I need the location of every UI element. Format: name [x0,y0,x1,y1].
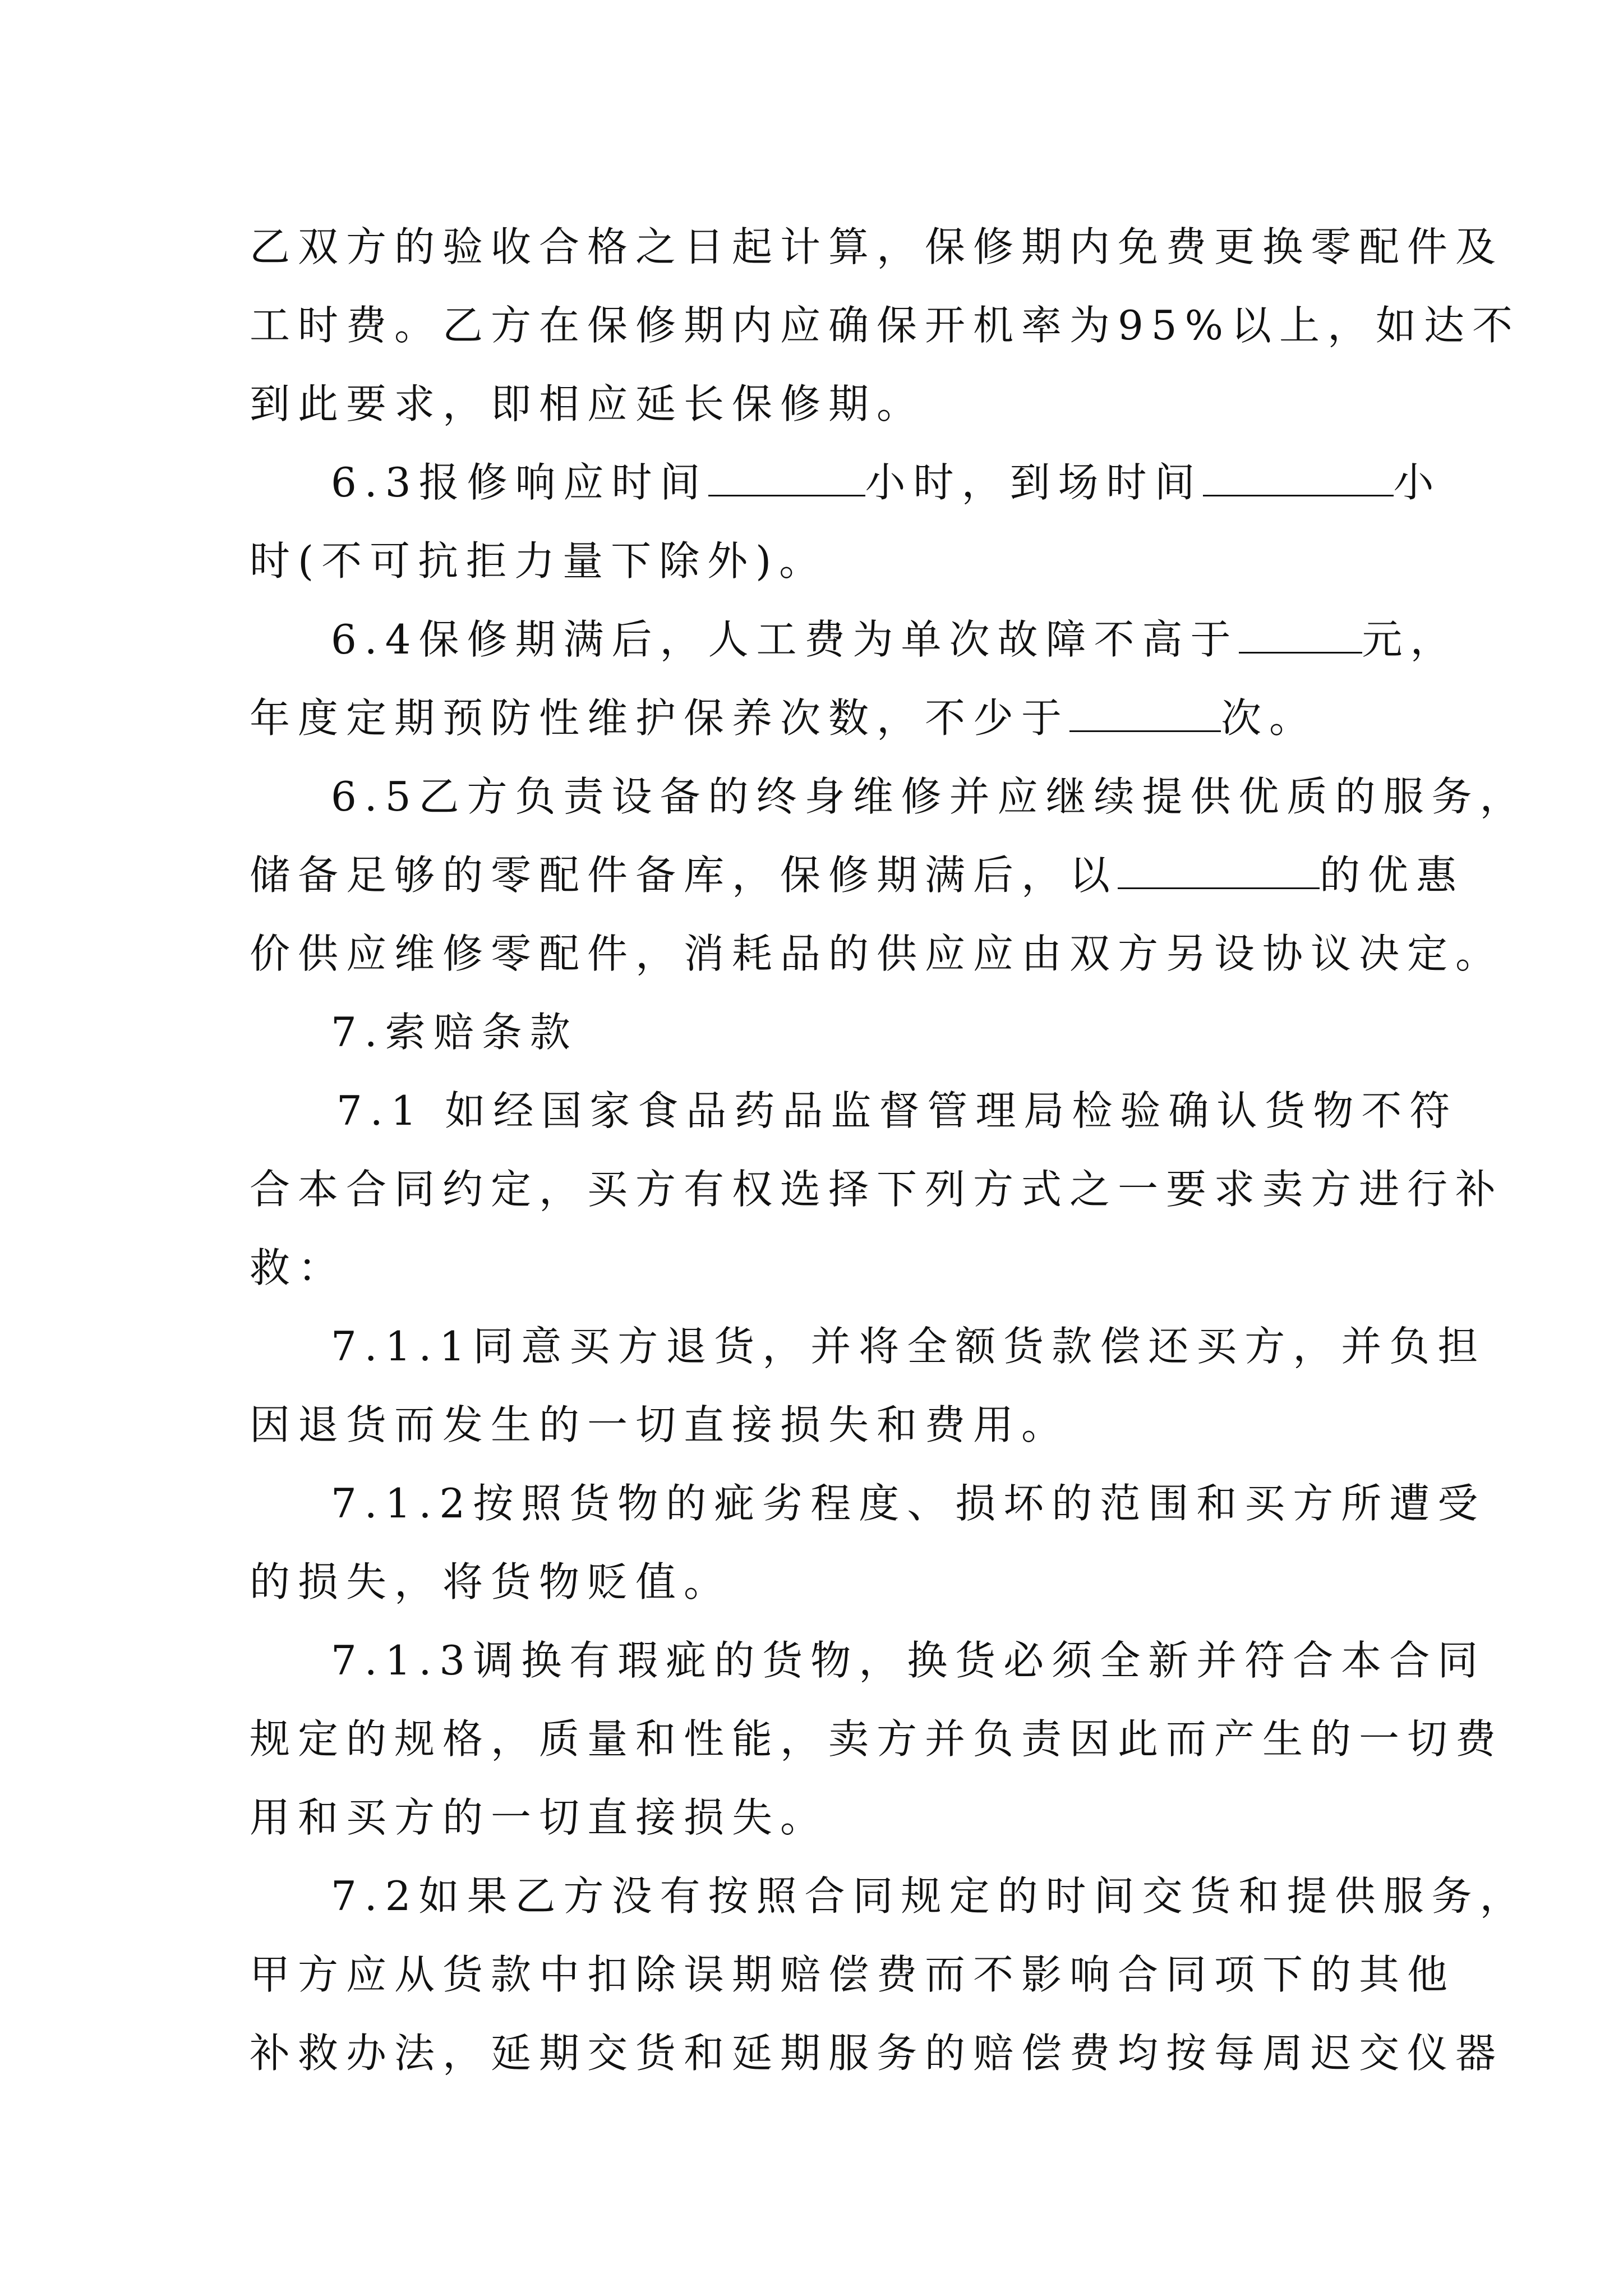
line-text: 的优惠 [1320,852,1465,899]
line-text: 价供应维修零配件，消耗品的供应应由双方另设协议决定。 [250,930,1504,977]
line-text: 到此要求，即相应延长保修期。 [250,380,925,427]
text-line [331,1868,1528,1924]
line-text: 小时，到场时间 [865,459,1203,506]
line-text: 7.1.1同意买方退货，并将全额货款偿还买方，并负担 [331,1323,1486,1370]
text-line [250,1947,1455,2003]
text-line [250,1397,1069,1453]
text-line [250,926,1504,982]
blank-field-maintenance-count[interactable] [1069,696,1221,732]
line-text: 6.4保修期满后，人工费为单次故障不高于 [331,616,1239,663]
text-line [250,847,1464,903]
blank-field-arrival-hours[interactable] [1203,460,1394,496]
line-text: 补救办法，延期交货和延期服务的赔偿费均按每周迟交仪器 [250,2030,1504,2077]
text-line [250,1789,828,1846]
line-text: 小 [1393,459,1442,506]
text-line [250,2025,1504,2081]
line-text: 用和买方的一切直接损失。 [250,1794,829,1841]
text-line [331,1318,1486,1374]
line-text: 合本合同约定，买方有权选择下列方式之一要求卖方进行补 [250,1166,1504,1213]
line-text: 次。 [1221,694,1318,742]
line-text: 甲方应从货款中扣除误期赔偿费而不影响合同项下的其他 [250,1951,1456,1998]
line-text: 的损失，将货物贬值。 [250,1558,732,1605]
line-text: 6.3报修响应时间 [331,459,708,506]
line-text: 储备足够的零配件备库，保修期满后，以 [250,852,1118,899]
text-line [250,1554,732,1610]
blank-field-discount[interactable] [1118,853,1320,889]
text-line [250,297,1520,353]
text-line [331,454,1442,510]
line-text: 7.索赔条款 [331,1009,578,1056]
text-line [250,1240,346,1296]
line-text: 因退货而发生的一切直接损失和费用。 [250,1401,1070,1448]
line-text: 7.1.2按照货物的疵劣程度、损坏的范围和买方所遭受 [331,1480,1486,1527]
text-line [250,219,1504,275]
text-line [331,769,1528,825]
text-line [250,1711,1504,1767]
text-line [331,611,1459,668]
line-text: 元， [1362,616,1459,663]
line-text: 时(不可抗拒力量下除外)。 [250,537,828,585]
blank-field-labor-fee[interactable] [1239,617,1362,654]
line-text: 乙双方的验收合格之日起计算，保修期内免费更换零配件及 [250,223,1504,270]
line-text: 7.2如果乙方没有按照合同规定的时间交货和提供服务， [331,1872,1528,1920]
blank-field-response-hours[interactable] [708,460,865,496]
line-text: 规定的规格，质量和性能，卖方并负责因此而产生的一切费 [250,1715,1504,1763]
section-heading [331,1004,578,1060]
line-text: 年度定期预防性维护保养次数，不少于 [250,694,1070,742]
line-text: 6.5乙方负责设备的终身维修并应继续提供优质的服务， [331,773,1528,820]
text-line [331,1632,1486,1688]
text-line [250,1161,1504,1217]
line-text: 救： [250,1244,347,1291]
line-text: 7.1 如经国家食品药品监督管理局检验确认货物不符 [336,1087,1458,1134]
text-line [250,533,827,589]
text-line [336,1083,1458,1139]
text-line [250,690,1317,746]
line-text: 工时费。乙方在保修期内应确保开机率为95%以上，如达不 [250,302,1521,349]
line-text: 7.1.3调换有瑕疵的货物，换货必须全新并符合本合同 [331,1637,1486,1684]
text-line [250,376,925,432]
text-line [331,1475,1486,1531]
